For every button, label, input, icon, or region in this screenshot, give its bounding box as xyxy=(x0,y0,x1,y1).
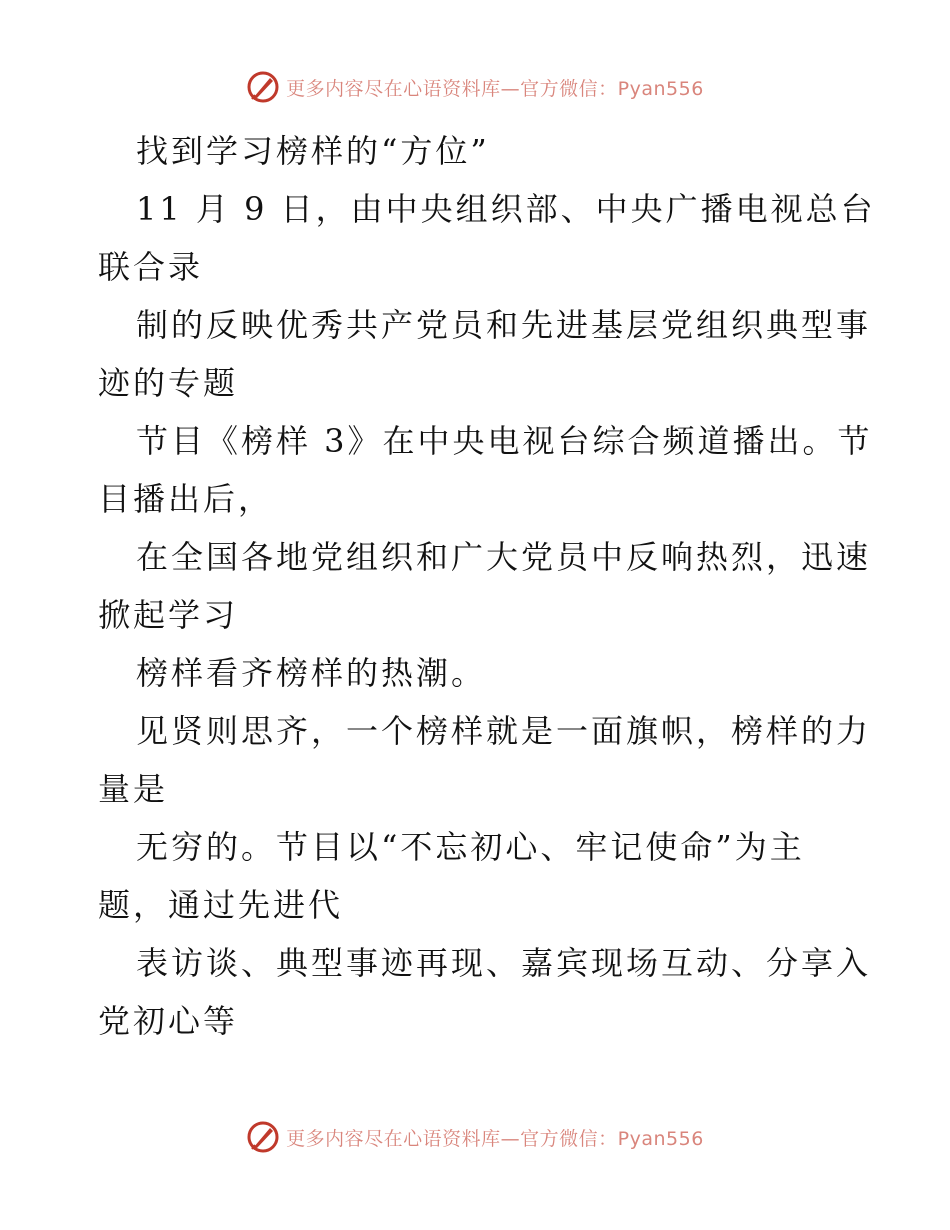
text-line xyxy=(98,412,873,470)
header-banner-text: 更多内容尽在心语资料库—官方微信：Pyan556 xyxy=(286,77,704,100)
text-line xyxy=(98,528,872,586)
text-line xyxy=(98,122,858,180)
footer-banner xyxy=(0,1120,950,1154)
text-line xyxy=(98,238,858,296)
quill-logo-icon xyxy=(246,70,280,104)
text-line xyxy=(98,586,858,644)
text-line-content: 11 月 9 日，由中央组织部、中央广播电视总台 xyxy=(136,190,876,228)
text-line xyxy=(98,876,858,934)
header-banner xyxy=(0,70,950,104)
text-line-content: 找到学习榜样的“方位” xyxy=(136,132,490,170)
text-line-content: 量是 xyxy=(98,770,169,808)
text-line xyxy=(98,354,858,412)
text-line-content: 党初心等 xyxy=(98,1002,239,1040)
text-line xyxy=(98,702,872,760)
text-line-content: 题，通过先进代 xyxy=(98,886,344,924)
text-line xyxy=(98,934,872,992)
text-line-content: 表访谈、典型事迹再现、嘉宾现场互动、分享入 xyxy=(136,944,872,982)
quill-logo-icon xyxy=(246,1120,280,1154)
text-line xyxy=(98,296,872,354)
text-line-content: 无穷的。节目以“不忘初心、牢记使命”为主 xyxy=(136,828,805,866)
text-line-content: 制的反映优秀共产党员和先进基层党组织典型事 xyxy=(136,306,872,344)
text-line-content: 见贤则思齐，一个榜样就是一面旗帜，榜样的力 xyxy=(136,712,872,750)
text-line-content: 联合录 xyxy=(98,248,204,286)
footer-banner-text: 更多内容尽在心语资料库—官方微信：Pyan556 xyxy=(286,1127,704,1150)
text-line xyxy=(98,992,858,1050)
text-line xyxy=(98,760,858,818)
text-line-content: 迹的专题 xyxy=(98,364,239,402)
text-line-content: 目播出后， xyxy=(98,480,274,518)
text-line xyxy=(98,818,858,876)
text-line xyxy=(98,470,858,528)
document-body xyxy=(98,122,876,1050)
text-line xyxy=(98,180,876,238)
text-line xyxy=(98,644,858,702)
text-line-content: 在全国各地党组织和广大党员中反响热烈，迅速 xyxy=(136,538,872,576)
text-line-content: 节目《榜样 3》在中央电视台综合频道播出。节 xyxy=(136,422,873,460)
text-line-content: 榜样看齐榜样的热潮。 xyxy=(136,654,487,692)
text-line-content: 掀起学习 xyxy=(98,596,239,634)
